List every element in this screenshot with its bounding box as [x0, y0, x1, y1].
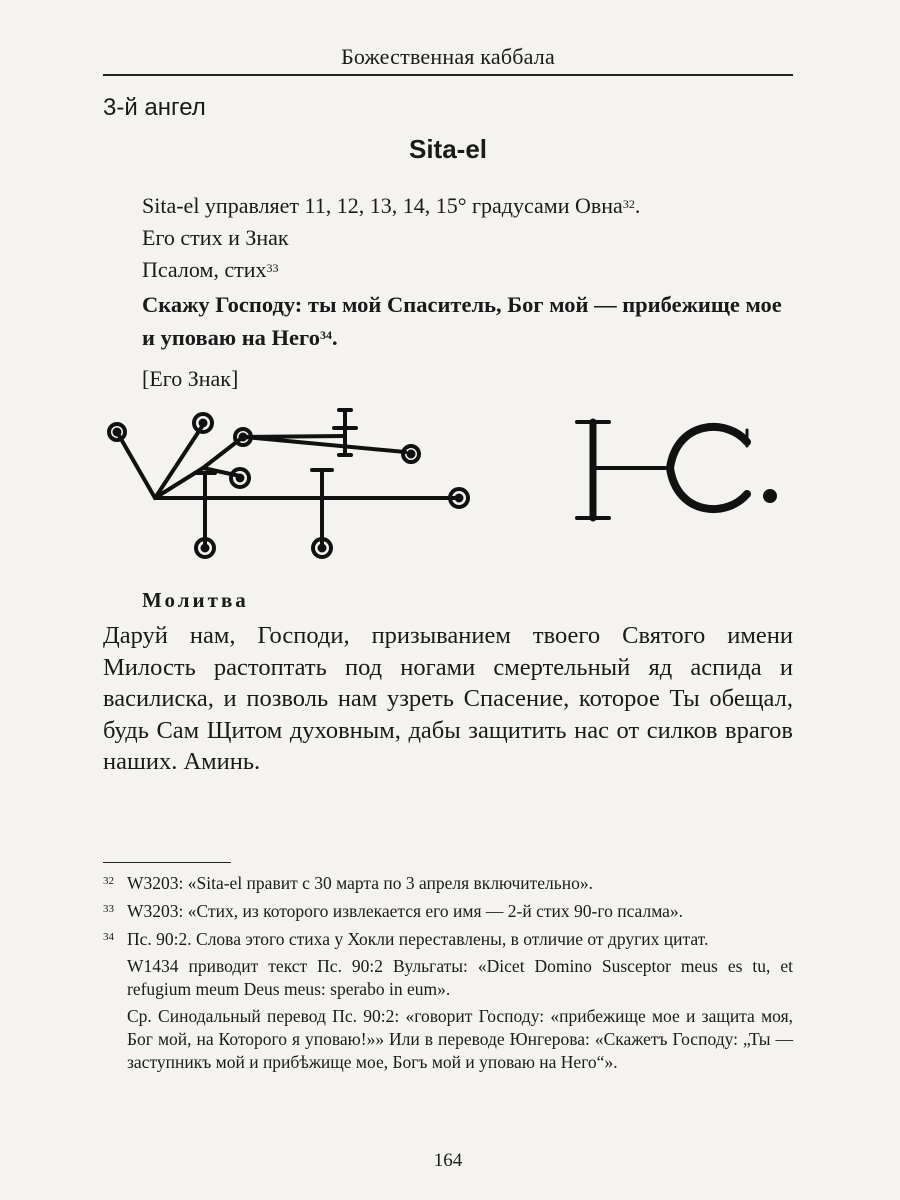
sigil-right [577, 422, 777, 518]
footnote-paragraph: W1434 приводит текст Пс. 90:2 Вульгаты: «Dicet Domino Susceptor meus es tu, et refugium meum Deus meus: sperabo in eum». [127, 956, 793, 999]
angel-number: 3-й ангел [103, 94, 206, 121]
prayer-text: Даруй нам, Господи, призыванием твоего Святого имени Милость растоптать под ногами смертельный яд аспида и василиска, и позволь нам узреть Спасение, которое Ты обещал, будь Сам Щитом духовным, дабы защитить нас от силков врагов наших. Аминь. [103, 622, 793, 775]
angel-name-heading: Sita-el [408, 134, 488, 164]
footnote-text: W3203: «Sita-el правит с 30 марта по 3 апреля включительно». [127, 873, 593, 893]
footnote-text: Пс. 90:2. Слова этого стиха у Хокли переставлены, в отличие от других цитат. [127, 929, 709, 949]
footnote-text: W3203: «Стих, из которого извлекается его имя — 2-й стих 90-го псалма». [127, 901, 684, 921]
sign-label: [Его Знак] [142, 366, 239, 391]
intro-line-3 [142, 254, 640, 286]
footnote-number: 33 [103, 903, 114, 915]
intro-line-2: Его стих и Знак [142, 225, 289, 250]
intro-line-3-text: Псалом, стих [142, 257, 267, 282]
header-rule [103, 74, 793, 76]
footnote-rule [103, 862, 231, 863]
footnote-ref-33[interactable]: 33 [266, 261, 279, 275]
footnote-number: 34 [103, 931, 114, 943]
footnote-32 [103, 872, 793, 895]
footnote-ref-32[interactable]: 32 [622, 197, 635, 211]
intro-line-1: Sita-el управляет 11, 12, 13, 14, 15° градусами Овна$^{32}$. [142, 193, 641, 218]
sigil-drawing [95, 400, 795, 575]
prayer-heading: Молитва [142, 588, 249, 612]
footnote-body [127, 928, 793, 1078]
intro-block [142, 190, 640, 286]
footnote-33 [103, 900, 793, 923]
psalm-verse: Скажу Господу: ты мой Спаситель, Бог мой — прибежище мое и уповаю на Него$^{34}$. [142, 292, 782, 350]
intro-line-1-text: Sita-el управляет 11, 12, 13, 14, 15° градусами Овна [142, 193, 623, 218]
footnote-ref-34[interactable]: 34 [319, 328, 332, 342]
footnote-number: 32 [103, 875, 114, 887]
footnote-34 [103, 928, 793, 1078]
running-head: Божественная каббала [341, 44, 555, 69]
psalm-verse-text: Скажу Господу: ты мой Спаситель, Бог мой — прибежище мое и уповаю на Него [142, 292, 782, 350]
page-number: 164 [433, 1150, 463, 1171]
sigil-left [109, 410, 468, 557]
footnote-paragraph: Ср. Синодальный перевод Пс. 90:2: «говорит Господу: «прибежище мое и защита моя, Бог мой, на Которого я уповаю!»» Или в переводе Юнгерова: «Скажетъ Господу: „Ты — заступникъ мой и прибѣжище мое, Богъ мой и уповаю на Него“». [127, 1006, 793, 1072]
footnotes [103, 872, 793, 1083]
